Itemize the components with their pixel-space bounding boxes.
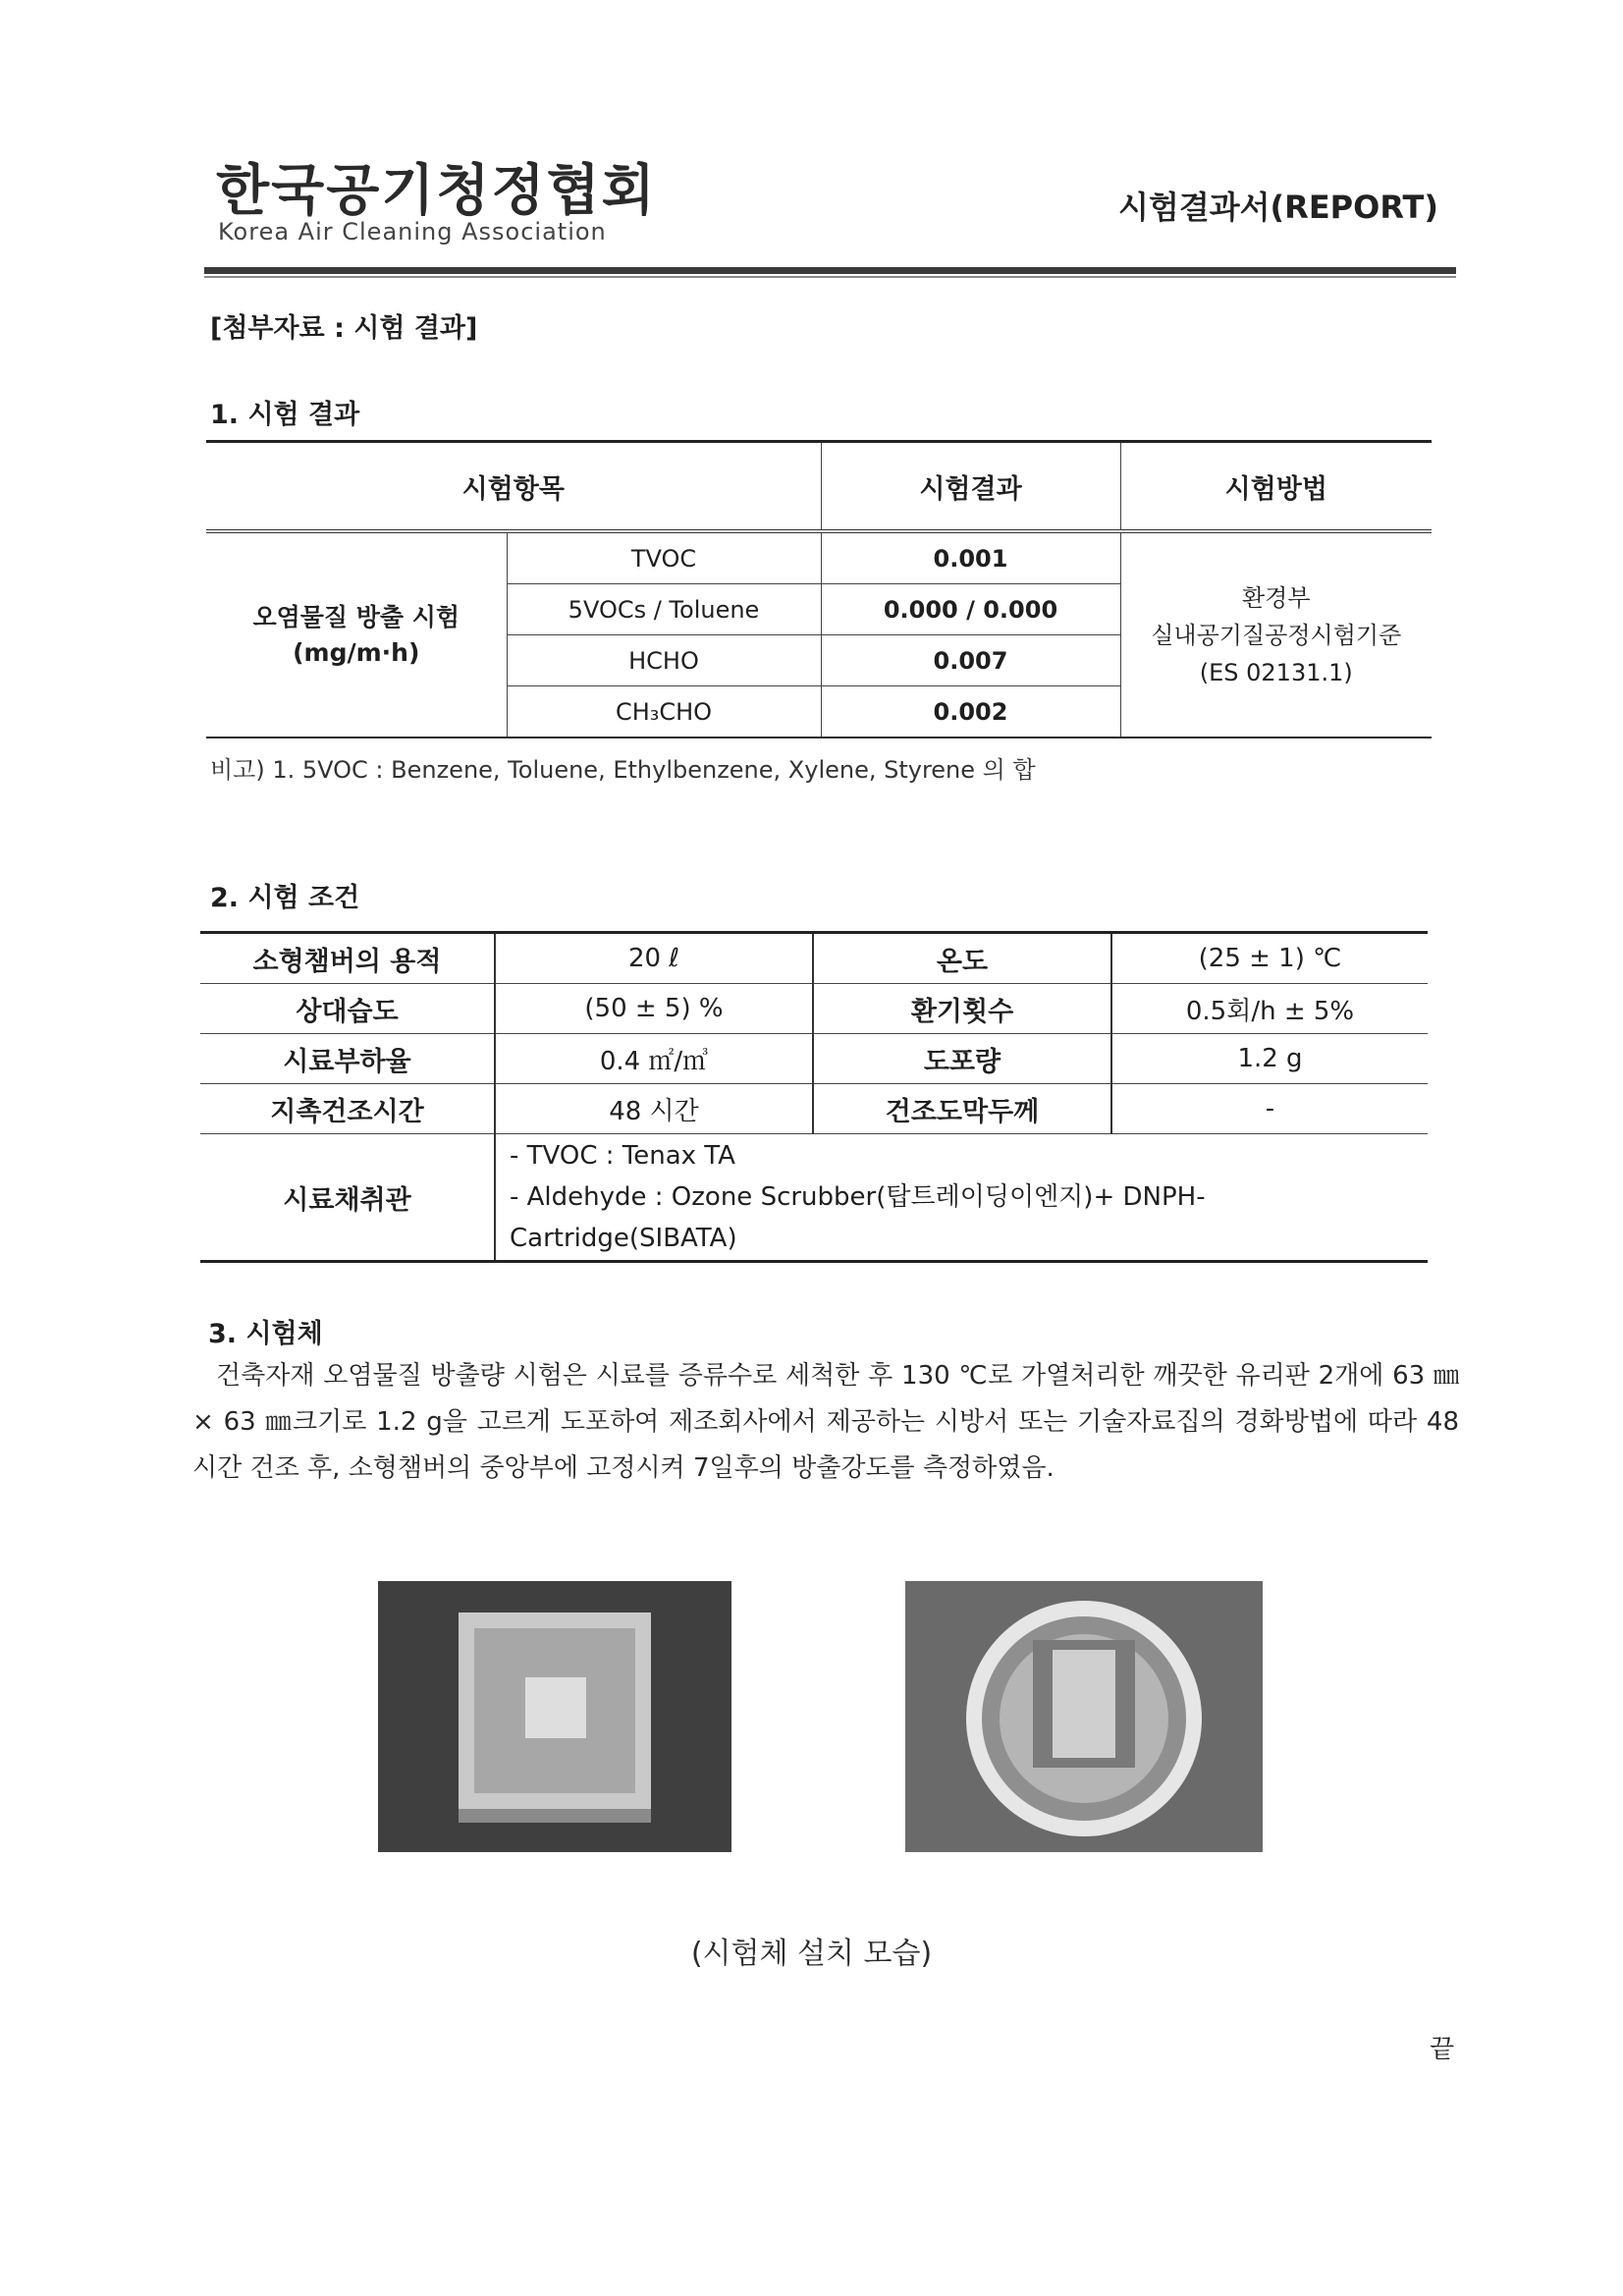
header-test-method: 시험방법: [1120, 442, 1432, 532]
method-cell: [1120, 531, 1432, 738]
cond-label: 상대습도: [200, 984, 495, 1034]
cond-value: 1.2 g: [1111, 1034, 1428, 1084]
cond-label: 온도: [813, 933, 1111, 984]
table-row: [200, 984, 1428, 1034]
cond-label: 건조도막두께: [813, 1084, 1111, 1134]
report-title: 시험결과서(REPORT): [1118, 189, 1438, 226]
header-divider-thin: [204, 276, 1456, 278]
table-row: [206, 531, 1432, 584]
sampling-line: - Aldehyde : Ozone Scrubber(탑트레이딩이엔지)+ DNPH-Cartridge(SIBATA): [510, 1182, 1206, 1253]
cond-value: 20 ℓ: [495, 933, 813, 984]
section1-title: 1. 시험 결과: [210, 400, 360, 430]
sub-item-ch3cho: CH₃CHO: [507, 686, 821, 738]
sampling-line: - TVOC : Tenax TA: [510, 1141, 735, 1171]
header-divider: [204, 267, 1456, 274]
org-name-english: Korea Air Cleaning Association: [218, 218, 607, 246]
end-mark: 끝: [1430, 2035, 1455, 2064]
conditions-table: [200, 931, 1428, 1263]
value-tvoc: 0.001: [821, 531, 1120, 584]
results-table: [206, 440, 1432, 738]
test-item-cell: [206, 531, 507, 738]
attachment-label: [첨부자료 : 시험 결과]: [210, 313, 478, 344]
method-line: 실내공기질공정시험기준: [1151, 621, 1402, 649]
cond-value: 0.5회/h ± 5%: [1111, 984, 1428, 1034]
cond-value: 48 시간: [495, 1084, 813, 1134]
cond-label: 지촉건조시간: [200, 1084, 495, 1134]
cond-value: (25 ± 1) ℃: [1111, 933, 1428, 984]
value-hcho: 0.007: [821, 635, 1120, 686]
cond-label: 도포량: [813, 1034, 1111, 1084]
test-item-unit: (mg/m·h): [293, 637, 420, 667]
specimen-paragraph: 건축자재 오염물질 방출량 시험은 시료를 증류수로 세척한 후 130 ℃로 가열처리한 깨끗한 유리판 2개에 63 ㎜ × 63 ㎜크기로 1.2 g을 고르게 도포하여 제조회사에서 제공하는 시방서 또는 기술자료집의 경화방법에 따라 48 시간 건조 후, 소형챔버의 중앙부에 고정시켜 7일후의 방출강도를 측정하였음.: [192, 1361, 1459, 1483]
photo-caption: (시험체 설치 모습): [690, 1937, 933, 1971]
specimen-photo-chamber: [905, 1581, 1263, 1852]
org-name-korean: 한국공기청정협회: [216, 159, 657, 223]
header-test-item: 시험항목: [206, 442, 821, 532]
method-line: (ES 02131.1): [1199, 658, 1353, 686]
specimen-photo-glass-plate: [378, 1581, 731, 1852]
header-test-result: 시험결과: [821, 442, 1120, 532]
test-item-name: 오염물질 방출 시험: [252, 602, 460, 631]
sub-item-hcho: HCHO: [507, 635, 821, 686]
table-row: [200, 933, 1428, 984]
table-note: 비고) 1. 5VOC : Benzene, Toluene, Ethylbenzene, Xylene, Styrene 의 합: [210, 756, 1036, 784]
sampling-cell: [495, 1134, 1428, 1262]
cond-value: (50 ± 5) %: [495, 984, 813, 1034]
sampling-label: 시료채취관: [200, 1134, 495, 1262]
cond-label: 환기횟수: [813, 984, 1111, 1034]
table-row: [200, 1084, 1428, 1134]
sub-item-5vocs: 5VOCs / Toluene: [507, 584, 821, 635]
table-row: [200, 1134, 1428, 1262]
cond-label: 소형챔버의 용적: [200, 933, 495, 984]
cond-label: 시료부하율: [200, 1034, 495, 1084]
cond-value: 0.4 ㎡/㎥: [495, 1034, 813, 1084]
table-row: [200, 1034, 1428, 1084]
cond-value: -: [1111, 1084, 1428, 1134]
sub-item-tvoc: TVOC: [507, 531, 821, 584]
section2-title: 2. 시험 조건: [210, 883, 360, 913]
section3-title: 3. 시험체: [208, 1319, 323, 1349]
method-line: 환경부: [1241, 583, 1311, 612]
value-ch3cho: 0.002: [821, 686, 1120, 738]
value-5vocs: 0.000 / 0.000: [821, 584, 1120, 635]
